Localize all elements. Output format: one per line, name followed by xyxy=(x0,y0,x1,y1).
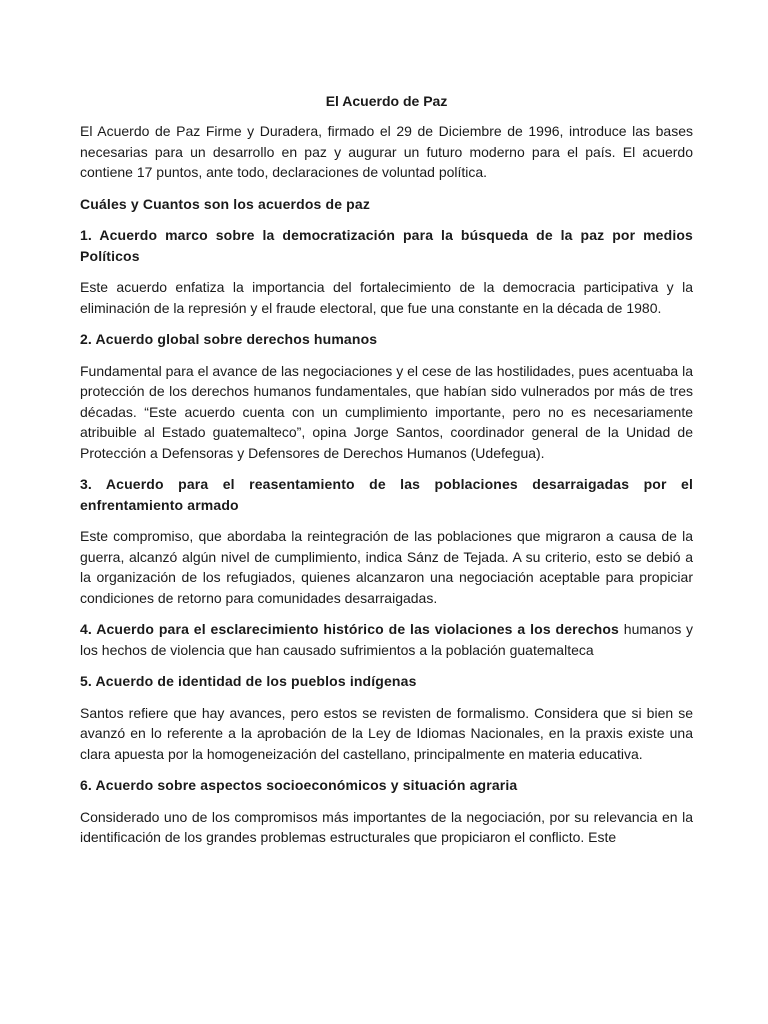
section-4-heading xyxy=(80,619,693,660)
section-4-heading-bold: 4. Acuerdo para el esclarecimiento histórico de las violaciones a los derechos xyxy=(80,621,619,637)
section-6-heading: 6. Acuerdo sobre aspectos socioeconómicos y situación agraria xyxy=(80,777,518,793)
section-1-body: Este acuerdo enfatiza la importancia del fortalecimiento de la democracia participativa y la eliminación de la represión y el fraude electoral, que fue una constante en la década de 1980. xyxy=(80,279,693,316)
section-2-heading: 2. Acuerdo global sobre derechos humanos xyxy=(80,331,378,347)
section-5-heading: 5. Acuerdo de identidad de los pueblos indígenas xyxy=(80,673,417,689)
subtitle-heading: Cuáles y Cuantos son los acuerdos de paz xyxy=(80,195,370,212)
section-5-body: Santos refiere que hay avances, pero estos se revisten de formalismo. Considera que si bien se avanzó en lo referente a la aprobación de la Ley de Idiomas Nacionales, en la praxis existe una clara apuesta por la homogeneización del castellano, principalmente en materia educativa. xyxy=(80,704,693,762)
document-title: El Acuerdo de Paz xyxy=(325,93,448,109)
section-2-body: Fundamental para el avance de las negociaciones y el cese de las hostilidades, pues acentuaba la protección de los derechos humanos fundamentales, que habían sido vulnerados por más de tres décadas. “Este acuerdo cuenta con un cumplimiento importante, pero no es necesariamente atribuible al Estado guatemalteco”, opina Jorge Santos, coordinador general de la Unidad de Protección a Defensoras y Defensores de Derechos Humanos (Udefegua). xyxy=(80,362,693,461)
section-1-heading: 1. Acuerdo marco sobre la democratización para la búsqueda de la paz por medios Políticos xyxy=(80,227,693,264)
section-3-heading: 3. Acuerdo para el reasentamiento de las poblaciones desarraigadas por el enfrentamiento armado xyxy=(80,476,693,513)
section-4-heading-tail: humanos y los hechos de violencia que han causado sufrimientos a la población guatemalteca xyxy=(80,621,693,658)
document-page xyxy=(80,91,693,859)
section-6-body: Considerado uno de los compromisos más importantes de la negociación, por su relevancia en la identificación de los grandes problemas estructurales que propiciaron el conflicto. Este xyxy=(80,808,693,845)
section-3-body: Este compromiso, que abordaba la reintegración de las poblaciones que migraron a causa de la guerra, alcanzó algún nivel de cumplimiento, indica Sánz de Tejada. A su criterio, esto se debió a la organización de los refugiados, quienes alcanzaron una negociación aceptable para propiciar condiciones de retorno para comunidades desarraigadas. xyxy=(80,528,693,606)
intro-paragraph: El Acuerdo de Paz Firme y Duradera, firmado el 29 de Diciembre de 1996, introduce las bases necesarias para un desarrollo en paz y augurar un futuro moderno para el país. El acuerdo contiene 17 puntos, ante todo, declaraciones de voluntad política. xyxy=(80,123,693,180)
